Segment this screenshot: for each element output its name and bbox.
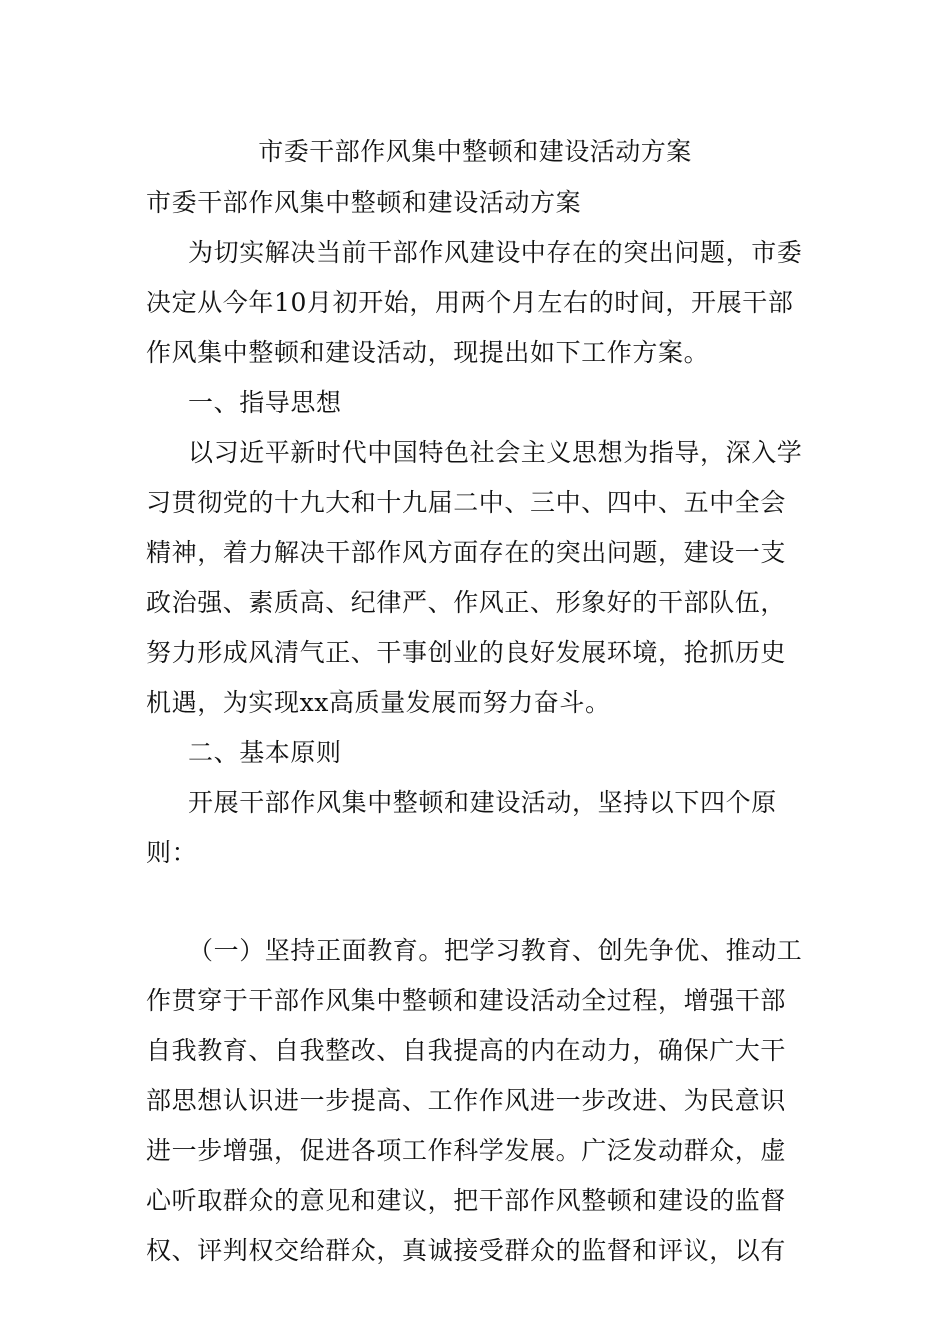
principle-one-paragraph: （一）坚持正面教育。把学习教育、创先争优、推动工作贯穿于干部作风集中整顿和建设活动全过程，增强干部自我教育、自我整改、自我提高的内在动力，确保广大干部思想认识进一步提高、工作作风进一步改进、为民意识进一步增强，促进各项工作科学发展。广泛发动群众，虚心听取群众的意见和建议，把干部作风整顿和建设的监督权、评判权交给群众，真诚接受群众的监督和评议，以有 — [146, 936, 803, 1265]
document-body — [146, 178, 810, 1276]
guiding-thought-paragraph: 以习近平新时代中国特色社会主义思想为指导，深入学习贯彻党的十九大和十九届二中、三中、四中、五中全会精神，着力解决干部作风方面存在的突出问题，建设一支政治强、素质高、纪律严、作风正、形象好的干部队伍，努力形成风清气正、干事创业的良好发展环境，抢抓历史机遇，为实现xx高质量发展而努力奋斗。 — [146, 438, 803, 717]
document-subtitle: 市委干部作风集中整顿和建设活动方案 — [146, 188, 582, 217]
principles-intro-paragraph: 开展干部作风集中整顿和建设活动，坚持以下四个原则： — [146, 788, 777, 867]
paragraph-gap — [146, 878, 810, 926]
section-heading-guiding-thought: 一、指导思想 — [188, 388, 342, 417]
document-title: 市委干部作风集中整顿和建设活动方案 — [258, 137, 692, 166]
intro-paragraph: 为切实解决当前干部作风建设中存在的突出问题，市委决定从今年10月初开始，用两个月左右的时间，开展干部作风集中整顿和建设活动，现提出如下工作方案。 — [146, 238, 803, 367]
section-heading-basic-principles: 二、基本原则 — [188, 738, 342, 767]
